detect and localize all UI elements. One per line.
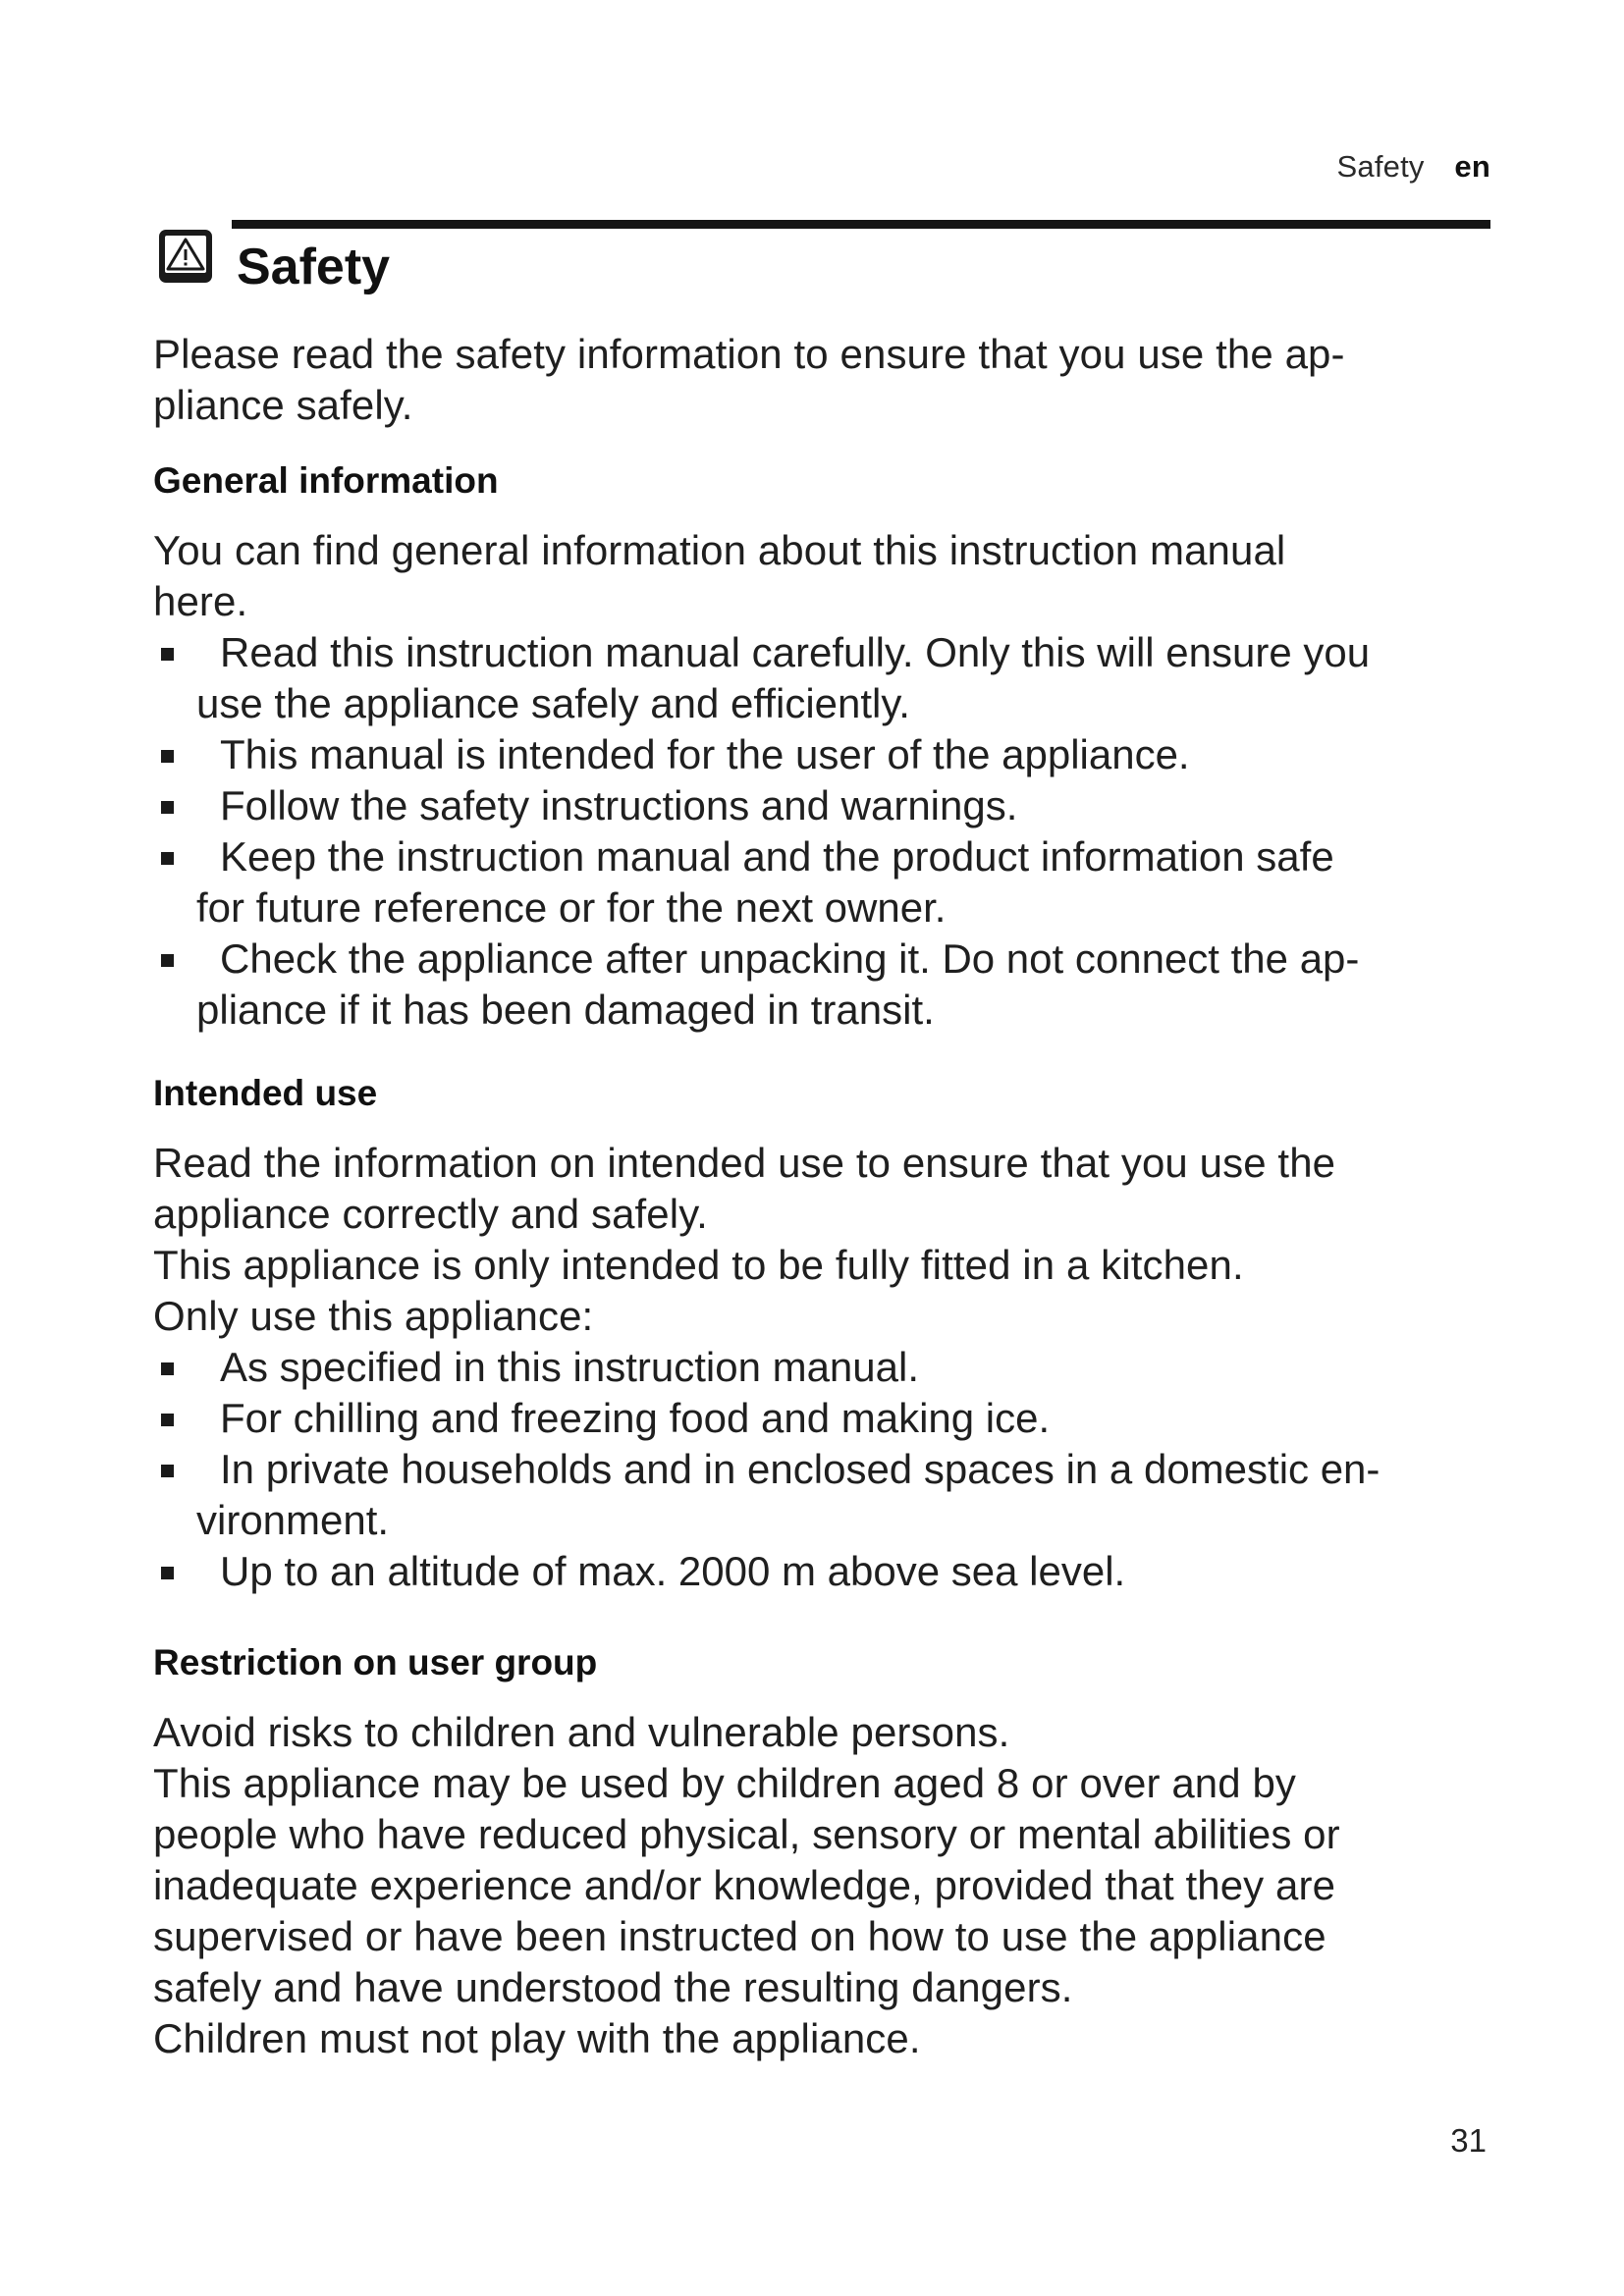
list-item: As specified in this instruction manual. — [153, 1342, 1508, 1393]
section-intended-use — [153, 1071, 1508, 1597]
intro-line: Please read the safety information to ensure that you use the ap- — [153, 331, 1345, 377]
paragraph-line: This appliance may be used by children aged 8 or over and by — [153, 1760, 1297, 1806]
paragraph-line: here. — [153, 578, 248, 624]
bullet-icon — [161, 1567, 174, 1579]
section-general-information — [153, 458, 1508, 1036]
section-restriction-on-user-group — [153, 1640, 1508, 2064]
running-header — [1337, 149, 1491, 185]
list-item: Check the appliance after unpacking it. Do not connect the ap- pliance if it has been damaged in transit. — [153, 934, 1508, 1036]
paragraph-line: This appliance is only intended to be fully fitted in a kitchen. — [153, 1242, 1244, 1288]
section-heading: Intended use — [153, 1073, 378, 1113]
list-item: This manual is intended for the user of the appliance. — [153, 729, 1508, 780]
bullet-list — [153, 627, 1508, 1036]
bullet-icon — [161, 1362, 174, 1375]
paragraph-line: You can find general information about this instruction manual — [153, 527, 1286, 573]
paragraph-line: safely and have understood the resulting dangers. — [153, 1964, 1073, 2010]
list-item: Read this instruction manual carefully. Only this will ensure you use the appliance safely and efficiently. — [153, 627, 1508, 729]
intro-paragraph — [153, 329, 1508, 431]
header-section-label: Safety — [1336, 149, 1425, 184]
section-heading: General information — [153, 460, 499, 501]
bullet-icon — [161, 1465, 174, 1477]
list-item: Up to an altitude of max. 2000 m above sea level. — [153, 1546, 1508, 1597]
paragraph-line: supervised or have been instructed on how to use the appliance — [153, 1913, 1326, 1959]
list-item: Follow the safety instructions and warnings. — [153, 780, 1508, 831]
section-heading: Restriction on user group — [153, 1642, 598, 1682]
page-content — [153, 329, 1508, 2064]
paragraph-line: Only use this appliance: — [153, 1293, 594, 1339]
bullet-icon — [161, 852, 174, 865]
list-item: Keep the instruction manual and the product information safe for future reference or for the next owner. — [153, 831, 1508, 934]
bullet-icon — [161, 801, 174, 814]
paragraph-line: Avoid risks to children and vulnerable persons. — [153, 1709, 1010, 1755]
paragraph-line: appliance correctly and safely. — [153, 1191, 708, 1237]
paragraph-line: Children must not play with the appliance. — [153, 2015, 921, 2061]
bullet-icon — [161, 648, 174, 661]
intro-line: pliance safely. — [153, 382, 413, 428]
list-item: For chilling and freezing food and making ice. — [153, 1393, 1508, 1444]
list-item: In private households and in enclosed spaces in a domestic en- vironment. — [153, 1444, 1508, 1546]
bullet-icon — [161, 954, 174, 967]
page-number: 31 — [1450, 2122, 1487, 2159]
bullet-icon — [161, 750, 174, 763]
header-language-code: en — [1454, 149, 1490, 184]
paragraph-line: inadequate experience and/or knowledge, provided that they are — [153, 1862, 1336, 1908]
title-rule — [232, 220, 1490, 229]
paragraph-line: Read the information on intended use to ensure that you use the — [153, 1140, 1336, 1186]
warning-triangle-icon — [157, 228, 214, 285]
bullet-icon — [161, 1414, 174, 1426]
paragraph-line: people who have reduced physical, sensory or mental abilities or — [153, 1811, 1340, 1857]
page-title: Safety — [237, 239, 391, 295]
bullet-list — [153, 1342, 1508, 1597]
